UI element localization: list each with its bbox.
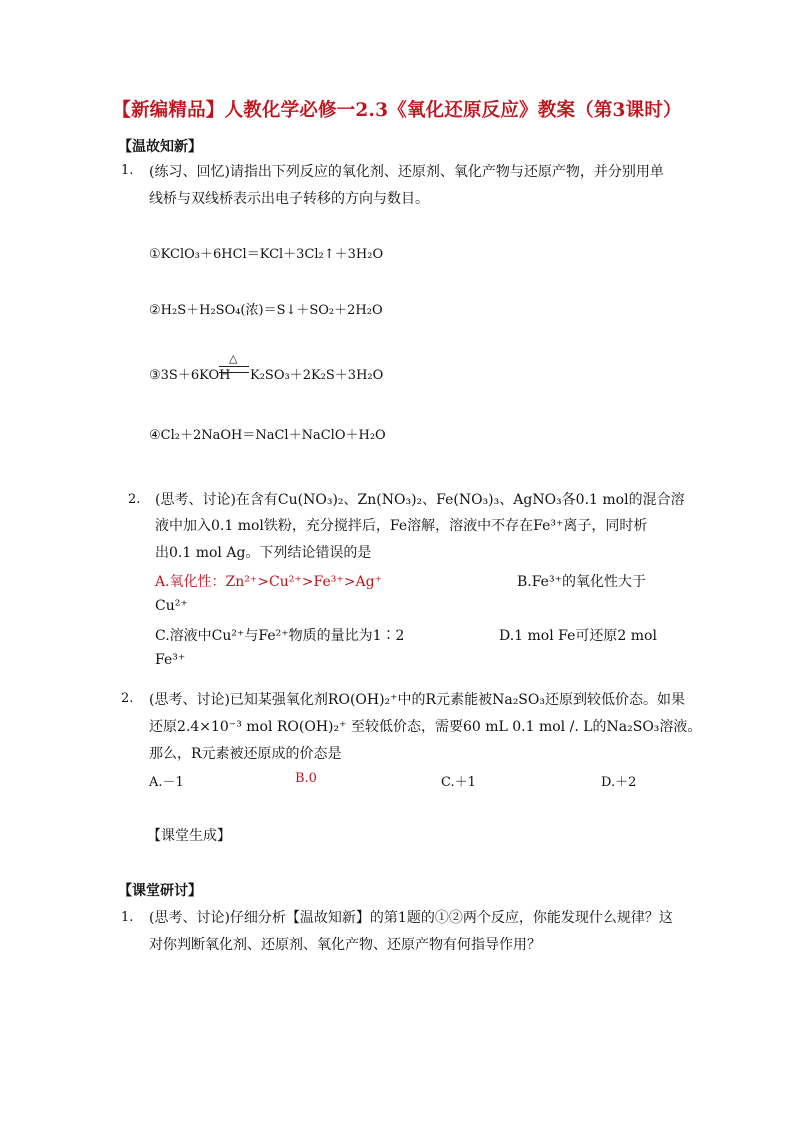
question-2-option-a: A.氧化性：Zn²⁺>Cu²⁺>Fe³⁺>Ag⁺ <box>155 574 382 590</box>
question-3-number: 2. <box>121 691 134 706</box>
question-2-line-2: 液中加入0.1 mol铁粉，充分搅拌后，Fe溶解，溶液中不存在Fe³⁺离子，同时析 <box>155 518 648 534</box>
question-2-line-1: (思考、讨论)在含有Cu(NO₃)₂、Zn(NO₃)₂、Fe(NO₃)₃、AgNO₃各0.1 mol的混合溶 <box>155 492 685 508</box>
reaction-1: ①KClO₃＋6HCl＝KCl＋3Cl₂↑＋3H₂O <box>149 247 384 262</box>
section-heading-class-generation: 【课堂生成】 <box>147 828 231 844</box>
question-3-option-a: A.－1 <box>149 775 184 790</box>
question-2-option-d-cont: Fe³⁺ <box>155 652 186 668</box>
question-4-line-1: (思考、讨论)仔细分析【温故知新】的第1题的①②两个反应，你能发现什么规律？这 <box>149 910 673 926</box>
question-4-line-2: 对你判断氧化剂、还原剂、氧化产物、还原产物有何指导作用？ <box>149 937 541 953</box>
section-heading-class-discussion: 【课堂研讨】 <box>118 883 202 899</box>
question-3-option-d: D.＋2 <box>601 775 637 790</box>
question-2-option-d: D.1 mol Fe可还原2 mol <box>499 628 657 644</box>
question-1-line-1: (练习、回忆)请指出下列反应的氧化剂、还原剂、氧化产物与还原产物，并分别用单 <box>149 164 664 180</box>
reaction-3-right: K₂SO₃＋2K₂S＋3H₂O <box>250 368 384 383</box>
question-2-option-b-cont: Cu²⁺ <box>155 598 188 614</box>
reaction-2: ②H₂S＋H₂SO₄(浓)＝S↓＋SO₂＋2H₂O <box>149 303 383 318</box>
reaction-4: ④Cl₂＋2NaOH＝NaCl＋NaClO＋H₂O <box>149 428 386 443</box>
reaction-equal-sign <box>219 366 249 373</box>
question-3-option-b: B.0 <box>295 771 317 786</box>
question-3-line-1: (思考、讨论)已知某强氧化剂RO(OH)₂⁺中的R元素能被Na₂SO₃还原到较低价态。如果 <box>149 692 685 708</box>
question-2-line-3: 出0.1 mol Ag。下列结论错误的是 <box>155 545 372 561</box>
question-2-option-c: C.溶液中Cu²⁺与Fe²⁺物质的量比为1∶2 <box>155 628 405 644</box>
question-3-option-c: C.＋1 <box>441 775 476 790</box>
question-2-number: 2. <box>128 492 141 507</box>
question-4-number: 1. <box>121 910 134 925</box>
question-3-line-2: 还原2.4×10⁻³ mol RO(OH)₂⁺ 至较低价态，需要60 mL 0.1 mol /. L的Na₂SO₃溶液。 <box>149 719 702 735</box>
question-1-line-2: 线桥与双线桥表示出电子转移的方向与数目。 <box>149 191 429 207</box>
document-title: 【新编精品】人教化学必修一2.3《氧化还原反应》教案（第3课时） <box>112 100 682 121</box>
heat-symbol: △ <box>229 352 238 365</box>
question-1-number: 1. <box>121 163 134 178</box>
question-3-line-3: 那么，R元素被还原成的价态是 <box>149 746 342 762</box>
question-2-option-b: B.Fe³⁺的氧化性大于 <box>517 574 646 590</box>
section-heading-review: 【温故知新】 <box>118 139 202 155</box>
reaction-3-left: ③3S＋6KOH <box>149 368 231 383</box>
